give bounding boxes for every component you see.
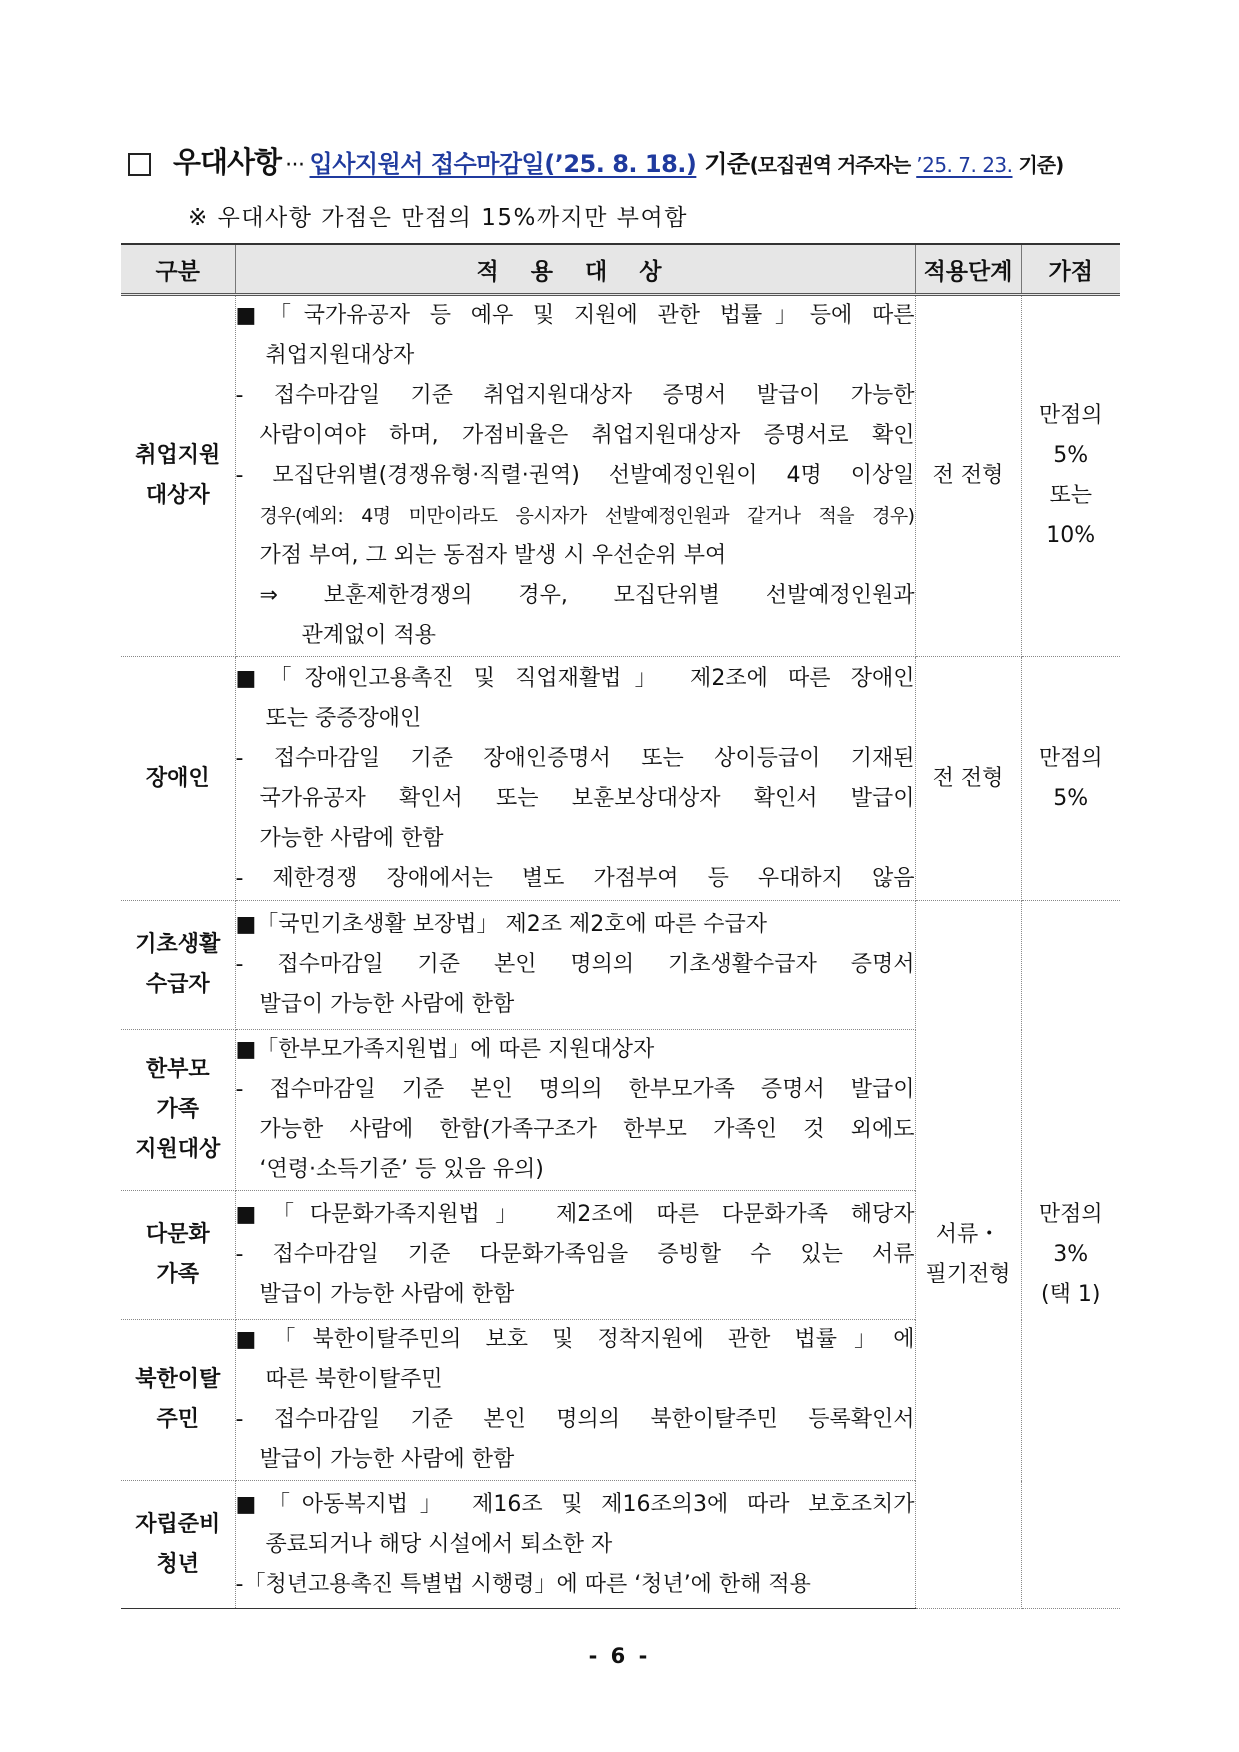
shared-score-cell: 만점의 3% (택 1) — [1021, 901, 1120, 1609]
target-cell: ■「국민기초생활 보장법」 제2조 제2호에 따른 수급자 - 접수마감일 기준 본인 명의의 기초생활수급자 증명서 발급이 가능한 사람에 한함 — [235, 901, 915, 1030]
shared-stage-cell: 서류・ 필기전형 — [915, 901, 1021, 1609]
score-cell: 만점의 5% — [1021, 657, 1120, 901]
resident-date: ’25. 7. 23. — [916, 153, 1013, 177]
bonus-cap-note: ※ 우대사항 가점은 만점의 15%까지만 부여함 — [188, 205, 688, 231]
preference-table — [121, 243, 1120, 1609]
table-row-disabled — [121, 657, 1120, 901]
section-title: 우대사항 — [173, 145, 282, 179]
category-cell: 장애인 — [121, 657, 235, 901]
category-cell: 취업지원 대상자 — [121, 295, 235, 657]
target-cell: ■「국가유공자 등 예우 및 지원에 관한 법률」등에 따른 취업지원대상자 - 접수마감일 기준 취업지원대상자 증명서 발급이 가능한 사람이여야 하며, 가점비율은 취업지원대상자 증명서로 확인 - 모집단위별(경쟁유형·직렬·권역) 선발예정인원이 4명 이상일 경우(예외: 4명 미만이라도 응시자가 선발예정인원과 같거나 적을 경우) 가점 부여, 그 외는 동점자 발생 시 우선순위 부여 ⇒ 보훈제한경쟁의 경우, 모집단위별 선발예정인원과 관계없이 적용 — [235, 295, 915, 657]
target-cell: ■「아동복지법」 제16조 및 제16조의3에 따라 보호조치가 종료되거나 해당 시설에서 퇴소한 자 -「청년고용촉진 특별법 시행령」에 따른 ‘청년’에 한해 적용 — [235, 1481, 915, 1609]
resident-note-open: (모집권역 거주자는 — [749, 153, 917, 177]
header-target: 적 용 대 상 — [235, 244, 915, 295]
header-category: 구분 — [121, 244, 235, 295]
category-cell: 다문화 가족 — [121, 1191, 235, 1320]
resident-note-close: 기준) — [1012, 153, 1064, 177]
header-score: 가점 — [1021, 244, 1120, 295]
target-cell: ■「한부모가족지원법」에 따른 지원대상자 - 접수마감일 기준 본인 명의의 한부모가족 증명서 발급이 가능한 사람에 한함(가족구조가 한부모 가족인 것 외에도 ‘연령·소득기준’ 등 있음 유의) — [235, 1030, 915, 1191]
section-heading — [128, 142, 1128, 186]
page-number: - 6 - — [588, 1644, 651, 1668]
category-cell: 북한이탈 주민 — [121, 1320, 235, 1481]
table-header-row — [121, 244, 1120, 295]
stage-cell: 전 전형 — [915, 657, 1021, 901]
target-cell: ■「북한이탈주민의 보호 및 정착지원에 관한 법률」에 따른 북한이탈주민 - 접수마감일 기준 본인 명의의 북한이탈주민 등록확인서 발급이 가능한 사람에 한함 — [235, 1320, 915, 1481]
checkbox-icon — [128, 153, 151, 176]
category-cell: 자립준비 청년 — [121, 1481, 235, 1609]
category-cell: 기초생활 수급자 — [121, 901, 235, 1030]
target-cell: ■「장애인고용촉진 및 직업재활법」 제2조에 따른 장애인 또는 중증장애인 - 접수마감일 기준 장애인증명서 또는 상이등급이 기재된 국가유공자 확인서 또는 보훈보상대상자 확인서 발급이 가능한 사람에 한함 - 제한경쟁 장애에서는 별도 가점부여 등 우대하지 않음 — [235, 657, 915, 901]
stage-cell: 전 전형 — [915, 295, 1021, 657]
header-stage: 적용단계 — [915, 244, 1021, 295]
target-cell: ■「다문화가족지원법」 제2조에 따른 다문화가족 해당자 - 접수마감일 기준 다문화가족임을 증빙할 수 있는 서류 발급이 가능한 사람에 한함 — [235, 1191, 915, 1320]
ellipsis: ··· — [285, 153, 305, 178]
category-cell: 한부모 가족 지원대상 — [121, 1030, 235, 1191]
score-cell: 만점의 5% 또는 10% — [1021, 295, 1120, 657]
deadline-basis: 입사지원서 접수마감일(’25. 8. 18.) — [309, 150, 697, 178]
basis-suffix: 기준 — [696, 150, 750, 178]
table-row-employment-support — [121, 295, 1120, 657]
table-row-basic-livelihood — [121, 901, 1120, 1030]
